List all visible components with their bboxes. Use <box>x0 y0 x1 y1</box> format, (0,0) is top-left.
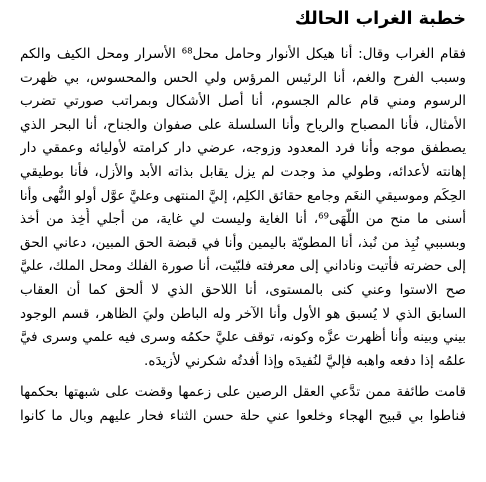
text-line: إهانته لأعدائه، وطولي مذ وجدت لم يزل يقابل بذاته الأبد والأزل، فأنا بوطيقي <box>20 163 466 180</box>
text-line: فقام الغراب وقال: أنا هيكل الأنوار وحامل محل⁶⁸ الأسرار ومحل الكيف والكم <box>20 46 466 62</box>
text-line: يصطفق موجه وأنا فرد المعدود وزوجه، عرضي دار كرامته لأوليائه وعمقي دار <box>20 140 466 157</box>
text-line: بيني وبينه وأنا أظهرت عزَّه وكونه، توقف عليَّ حكمُه وسرى فيه علمي وسرى فيَّ <box>20 330 466 346</box>
text-line: الحِكَم وموسيقي النغَم وجامع حقائق الكلِم، إليَّ المنتهى وعليَّ عوَّل أولو النُّهى وأنا <box>20 188 466 204</box>
text-line: فناطوا بي قبيح الهجاء وخلعوا عني حلة حسن الثناء فحار عليهم وبال ما كانوا <box>20 407 466 424</box>
text-line: الرسوم ومني قام عالم الجسوم، أنا أصل الأشكال وبمراتب صورتي تضرب <box>20 93 466 110</box>
text-line: وسبب الفرح والغم، أنا الرئيس المرؤس ولي الحس والمحسوس، بي ظهرت <box>20 69 466 86</box>
text-line: السابق الذي لا يُسبق هو الأول وأنا الآخر وله الباطن وليَ الظاهر، قسم الوجود <box>20 305 466 322</box>
document-title: خطبة الغراب الحالك <box>294 9 466 29</box>
paragraph-gap <box>20 373 466 381</box>
paragraph-1 <box>20 43 466 373</box>
text-line: صح الاستوا وعني كنى بالمستوى، أنا اللاحق الذي لا ألحق كما أن العقاب <box>20 281 466 298</box>
text-line: إلى حضرته فأتيت وناداني إلى معرفته فلبّيت، أنا صورة الفلك ومحل الملك، عليَّ <box>20 258 466 275</box>
text-line: علمُه إذا دفعه واهبه فإليَّ لنُفيدَه وإذا أفدتُه شكرني لأزيدَه. <box>144 352 466 369</box>
text-line: وبسببي نُبِذ من نُبذ، أنا المطويّة باليمين وأنا في قبضة الحق المبين، دعاني الحق <box>20 234 466 251</box>
text-line: قامت طائفة ممن تدَّعي العقل الرصين على زعمها وقضت على شبهتها بحكمها <box>20 384 466 401</box>
paragraph-2 <box>20 381 466 428</box>
text-line: أسنى ما منح من اللُّهَى⁶⁹، أنا الغاية وليست لي غاية، من أجلي أُخِذ من أخذ <box>20 211 466 228</box>
text-line: الأمثال، فأنا المصباح والرياح وأنا السلسلة على صفوان والجناح، أنا البحر الذي <box>20 116 466 133</box>
